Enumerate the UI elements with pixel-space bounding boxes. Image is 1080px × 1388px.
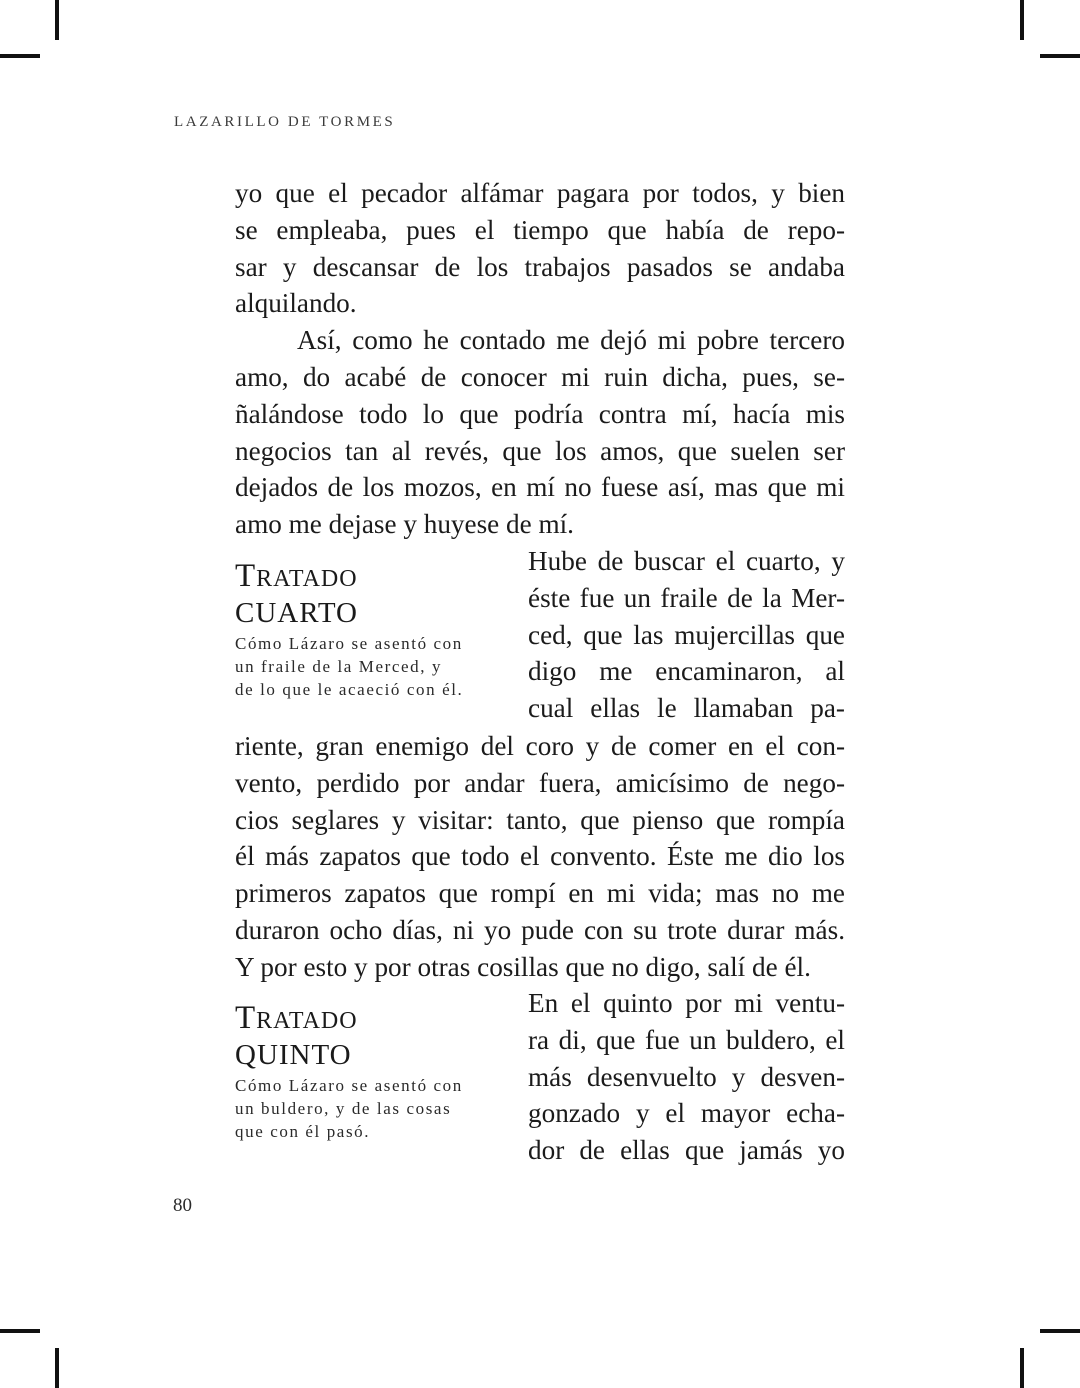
text-line: amo, do acabé de conocer mi ruin dicha, pues, se- [235,361,845,392]
text-line: negocios tan al revés, que los amos, que suelen ser [235,435,845,466]
text-line: más desenvuelto y desven- [528,1061,845,1092]
page-number: 80 [173,1195,192,1216]
text-line: En el quinto por mi ventu- [528,988,845,1018]
tratado-quinto-summary: Cómo Lázaro se asentó con un buldero, y de las cosas que con él pasó. [235,1076,463,1141]
text-line: yo que el pecador alfámar pagara por todos, y bien [235,178,845,208]
tratado-cuarto-heading-block [235,543,505,701]
tratado-cuarto-title-line1: TRATADO [235,558,358,594]
tratado-cuarto-title-line2: CUARTO [235,597,358,629]
crop-mark-bottom-left-horizontal [0,1329,40,1333]
crop-mark-bottom-left-vertical [55,1348,59,1388]
text-line: Y por esto y por otras cosillas que no digo, salí de él. [235,951,811,982]
tratado-cuarto-summary: Cómo Lázaro se asentó con un fraile de la Merced, y de lo que le acaeció con él. [235,634,464,699]
text-line: sar y descansar de los trabajos pasados se andaba [235,251,845,282]
tratado-cuarto-text [528,543,845,727]
text-line: vento, perdido por andar fuera, amicísimo de nego- [235,767,845,798]
text-line: ra di, que fue un buldero, el [528,1024,845,1055]
running-head: LAZARILLO DE TORMES [174,114,396,130]
text-line: se empleaba, pues el tiempo que había de repo- [235,214,845,245]
crop-mark-top-left-horizontal [0,54,40,58]
text-line: Así, como he contado me dejó mi pobre tercero [297,325,845,356]
crop-mark-bottom-right-horizontal [1040,1329,1080,1333]
tratado-quinto-text [528,985,845,1169]
body-text-top [235,175,845,543]
text-line: gonzado y el mayor echa- [528,1098,845,1129]
text-line: éste fue un fraile de la Mer- [528,582,845,613]
text-line: ced, que las mujercillas que [528,619,845,650]
crop-mark-bottom-right-vertical [1020,1348,1024,1388]
text-line: él más zapatos que todo el convento. Éste me dio los [235,841,845,872]
text-line: riente, gran enemigo del coro y de comer en el con- [235,731,845,761]
crop-mark-top-left-vertical [55,0,59,40]
text-line: duraron ocho días, ni yo pude con su trote durar más. [235,914,845,945]
text-line: dejados de los mozos, en mí no fuese así, mas que mi [235,472,845,503]
text-line: cios seglares y visitar: tanto, que pienso que rompía [235,804,845,835]
crop-mark-top-right-vertical [1020,0,1024,40]
body-text-middle [235,728,845,986]
text-line: cual ellas le llamaban pa- [528,693,845,724]
text-line: ñalándose todo lo que podría contra mí, hacía mis [235,398,845,429]
tratado-quinto-title-line2: QUINTO [235,1039,352,1071]
text-line: Hube de buscar el cuarto, y [528,546,845,576]
text-line: amo me dejase y huyese de mí. [235,509,574,540]
text-line: alquilando. [235,288,357,319]
tratado-quinto-title-line1: TRATADO [235,1000,358,1036]
crop-mark-top-right-horizontal [1040,54,1080,58]
text-line: primeros zapatos que rompí en mi vida; mas no me [235,878,845,909]
text-line: digo me encaminaron, al [528,656,845,687]
tratado-quinto-heading-block [235,985,505,1143]
text-line: dor de ellas que jamás yo [528,1135,845,1166]
